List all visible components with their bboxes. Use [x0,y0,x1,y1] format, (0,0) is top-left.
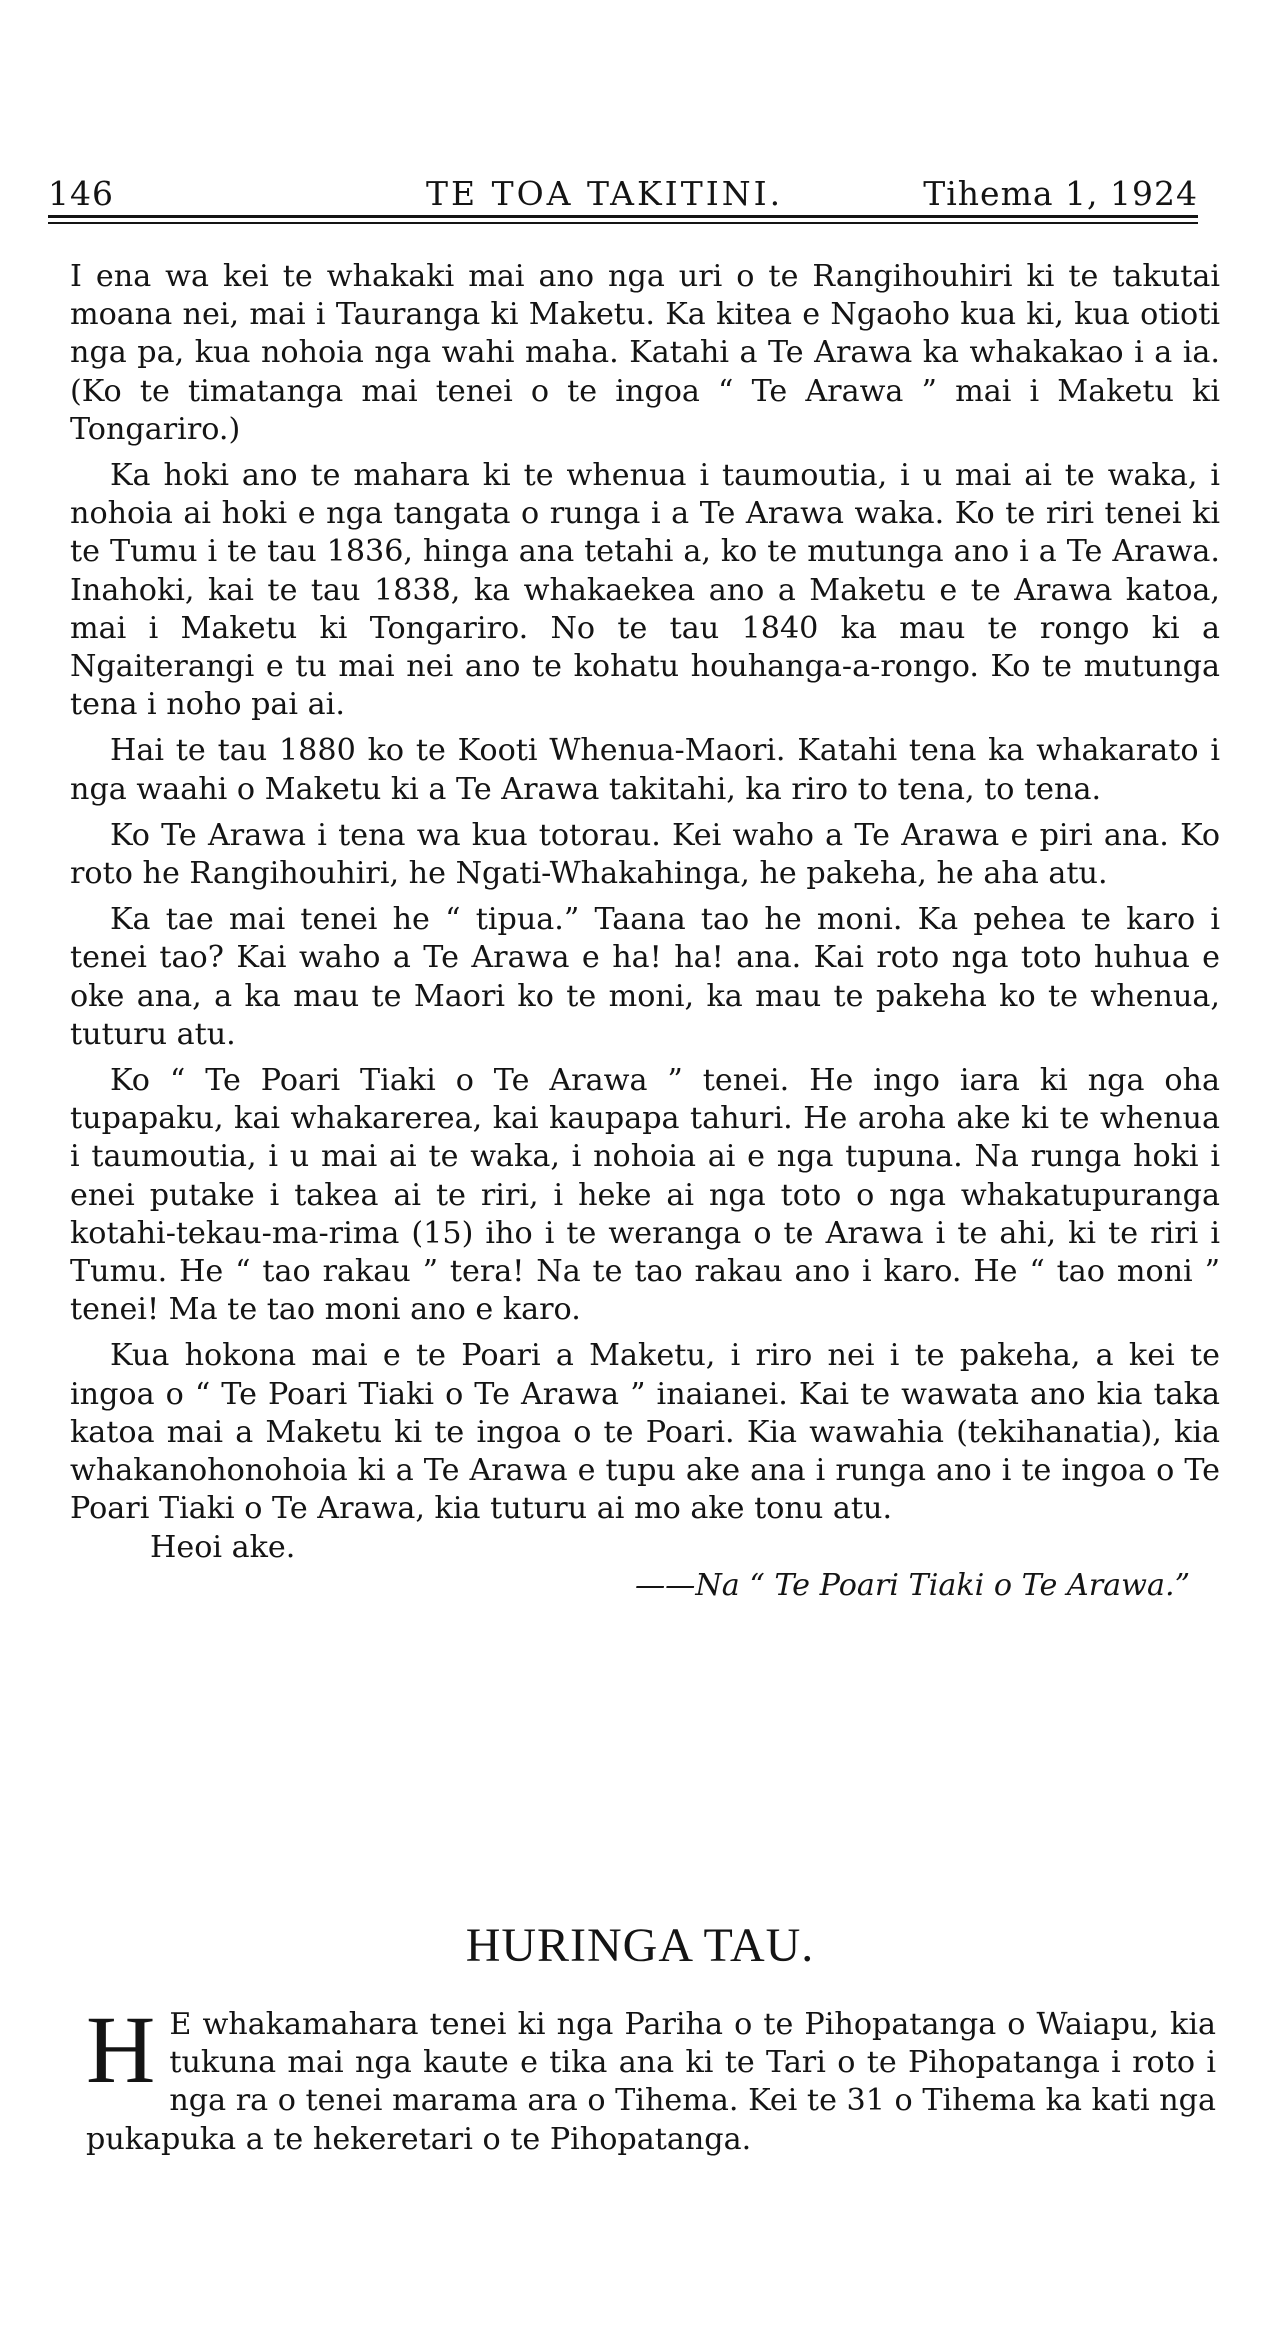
notice-body [86,1996,1216,2159]
article-paragraph: Ka tae mai tenei he “ tipua.” Taana tao he moni. Ka pehea te karo i tenei tao? Kai waho a Te Arawa e ha! ha! ana. Kai roto nga toto huhua e oke ana, a ka mau te Maori ko te moni, ka mau te pakeha ko te whenua, tuturu atu. [70,902,1220,1052]
article-paragraph: Hai te tau 1880 ko te Kooti Whenua-Maori. Katahi tena ka whakarato i nga waahi o Maketu ki a Te Arawa takitahi, ka riro to tena, to tena. [70,733,1220,807]
article-paragraph: Ka hoki ano te mahara ki te whenua i taumoutia, i u mai ai te waka, i nohoia ai hoki e nga tangata o runga i a Te Arawa waka. Ko te riri tenei ki te Tumu i te tau 1836, hinga ana tetahi a, ko te mutunga ano i a Te Arawa. Inahoki, kai te tau 1838, ka whakaekea ano a Maketu e te Arawa katoa, mai i Maketu ki Tongariro. No te tau 1840 ka mau te rongo ki a Ngaiterangi e tu mai nei ano te kohatu houhanga-a-rongo. Ko te mutunga tena i noho pai ai. [70,458,1220,723]
header-rule-bottom [48,222,1198,224]
article-signature: ——Na “ Te Poari Tiaki o Te Arawa.” [634,1567,1190,1603]
article-paragraph: Ko Te Arawa i tena wa kua totorau. Kei waho a Te Arawa e piri ana. Ko roto he Rangihouhiri, he Ngati-Whakahinga, he pakeha, he aha atu. [70,817,1220,892]
drop-cap: H [86,1996,156,2103]
notice-paragraph: E whakamahara tenei ki nga Pariha o te Pihopatanga o Waiapu, kia tukuna mai nga kaute e tika ana ki te Tari o te Pihopatanga i roto i nga ra o tenei marama ara o Tihema. Kei te 31 o Tihema ka kati nga pukapuka a te hekeretari o te Pihopatanga. [86,2007,1216,2157]
article-signoff: Heoi ake. [150,1529,296,1565]
issue-date: Tihema 1, 1924 [923,174,1198,213]
notice-heading: HURINGA TAU. [465,1919,815,1972]
running-title: TE TOA TAKITINI. [426,174,784,213]
page-header [48,174,1198,214]
article-paragraph: Kua hokona mai e te Poari a Maketu, i riro nei i te pakeha, a kei te ingoa o “ Te Poari Tiaki o Te Arawa ” inaianei. Kai te wawata ano kia taka katoa mai a Maketu ki te ingoa o te Poari. Kia wawahia (tekihanatia), kia whakanohonohoia ki a Te Arawa e tupu ake ana i runga ano i te ingoa o Te Poari Tiaki o Te Arawa, kia tuturu ai mo ake tonu atu. [70,1338,1220,1527]
article-body [70,258,1220,1605]
article-paragraph: I ena wa kei te whakaki mai ano nga uri o te Rangihouhiri ki te takutai moana nei, mai i Tauranga ki Maketu. Ka kitea e Ngaoho kua ki, kua otioti nga pa, kua nohoia nga wahi maha. Katahi a Te Arawa ka whakakao i a ia. (Ko te timatanga mai tenei o te ingoa “ Te Arawa ” mai i Maketu ki Tongariro.) [70,259,1220,447]
header-rule-top [48,215,1198,218]
page-number: 146 [48,174,114,213]
article-paragraph: Ko “ Te Poari Tiaki o Te Arawa ” tenei. He ingo iara ki nga oha tupapaku, kai whakarerea, kai kaupapa tahuri. He aroha ake ki te whenua i taumoutia, i u mai ai te waka, i nohoia ai e nga tupuna. Na runga hoki i enei putake i takea ai te riri, i heke ai nga toto o nga whakatupuranga kotahi-tekau-ma-rima (15) iho i te weranga o te Arawa i te ahi, ki te riri i Tumu. He “ tao rakau ” tera! Na te tao rakau ano i karo. He “ tao moni ” tenei! Ma te tao moni ano e karo. [70,1063,1220,1328]
